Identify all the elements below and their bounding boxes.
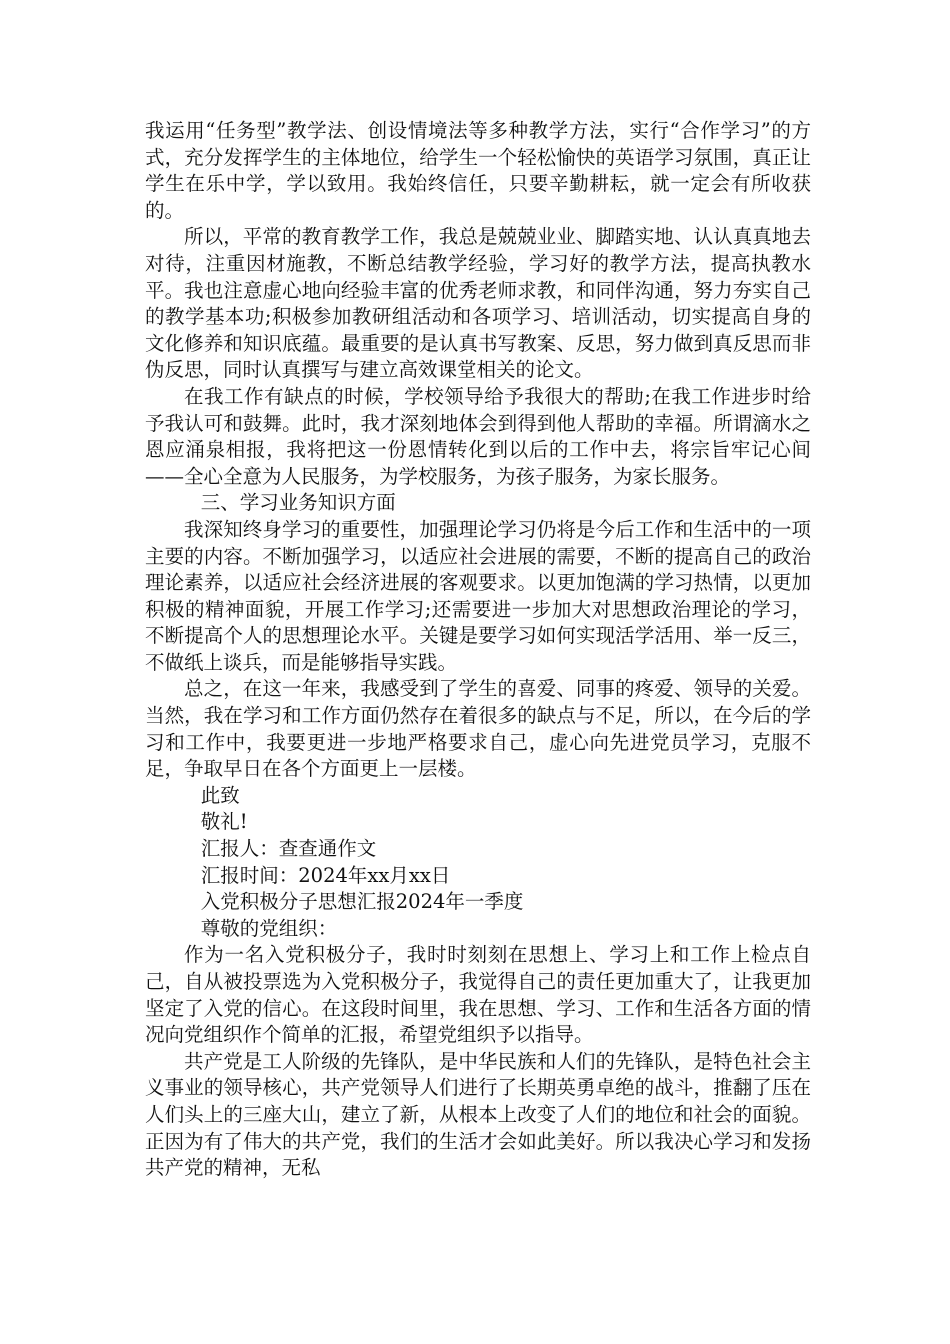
second-report-title: 入党积极分子思想汇报2024年一季度: [200, 890, 524, 914]
document-page: [145, 118, 811, 1182]
reporter-line: 汇报人：查查通作文: [200, 837, 377, 861]
paragraph-lifelong-learning: 我深知终身学习的重要性，加强理论学习仍将是今后工作和生活中的一项主要的内容。不断加强学习，以适应社会进展的需要，不断的提高自己的政治理论素养，以适应社会经济进展的客观要求。以更加饱满的学习热情，以更加积极的精神面貌，开展工作学习;还需要进一步加大对思想政治理论的学习，不断提高个人的思想理论水平。关键是要学习如何实现活学活用、举一反三，不做纸上谈兵，而是能够指导实践。: [145, 517, 811, 674]
section-heading-study: 三、学习业务知识方面: [200, 491, 396, 515]
paragraph-activist-intro: 作为一名入党积极分子，我时时刻刻在思想上、学习上和工作上检点自己，自从被投票选为入党积极分子，我觉得自己的责任更加重大了，让我更加坚定了入党的信心。在这段时间里，我在思想、学习、工作和生活各方面的情况向党组织作个简单的汇报，希望党组织予以指导。: [145, 943, 811, 1047]
paragraph-teaching-methods: 我运用“任务型”教学法、创设情境法等多种教学方法，实行“合作学习”的方式，充分发挥学生的主体地位，给学生一个轻松愉快的英语学习氛围，真正让学生在乐中学，学以致用。我始终信任，只要辛勤耕耘，就一定会有所收获的。: [145, 119, 811, 222]
closing-regards: 敬礼!: [200, 810, 248, 834]
paragraph-leadership-help: 在我工作有缺点的时候，学校领导给予我很大的帮助;在我工作进步时给予我认可和鼓舞。此时，我才深刻地体会到得到他人帮助的幸福。所谓滴水之恩应涌泉相报，我将把这一份恩情转化到以后的工作中去，将宗旨牢记心间——全心全意为人民服务，为学校服务，为孩子服务，为家长服务。: [145, 384, 811, 488]
paragraph-daily-teaching: 所以，平常的教育教学工作，我总是兢兢业业、脚踏实地、认认真真地去对待，注重因材施教，不断总结教学经验，学习好的教学方法，提高执教水平。我也注意虚心地向经验丰富的优秀老师求教，和同伴沟通，努力夯实自己的教学基本功;积极参加教研组活动和各项学习、培训活动，切实提高自身的文化修养和知识底蕴。最重要的是认真书写教案、反思，努力做到真反思而非伪反思，同时认真撰写与建立高效课堂相关的论文。: [145, 225, 811, 382]
greeting-line: 尊敬的党组织：: [200, 916, 338, 940]
report-date-line: 汇报时间：2024年xx月xx日: [200, 863, 451, 887]
closing-salutation: 此致: [200, 783, 240, 807]
paragraph-party-vanguard: 共产党是工人阶级的先锋队，是中华民族和人们的先锋队，是特色社会主义事业的领导核心，共产党领导人们进行了长期英勇卓绝的战斗，推翻了压在人们头上的三座大山，建立了新，从根本上改变了人们的地位和社会的面貌。正因为有了伟大的共产党，我们的生活才会如此美好。所以我决心学习和发扬共产党的精神，无私: [145, 1049, 811, 1180]
paragraph-summary: 总之，在这一年来，我感受到了学生的喜爱、同事的疼爱、领导的关爱。当然，我在学习和工作方面仍然存在着很多的缺点与不足，所以，在今后的学习和工作中，我要更进一步地严格要求自己，虚心向先进党员学习，克服不足，争取早日在各个方面更上一层楼。: [145, 677, 811, 781]
